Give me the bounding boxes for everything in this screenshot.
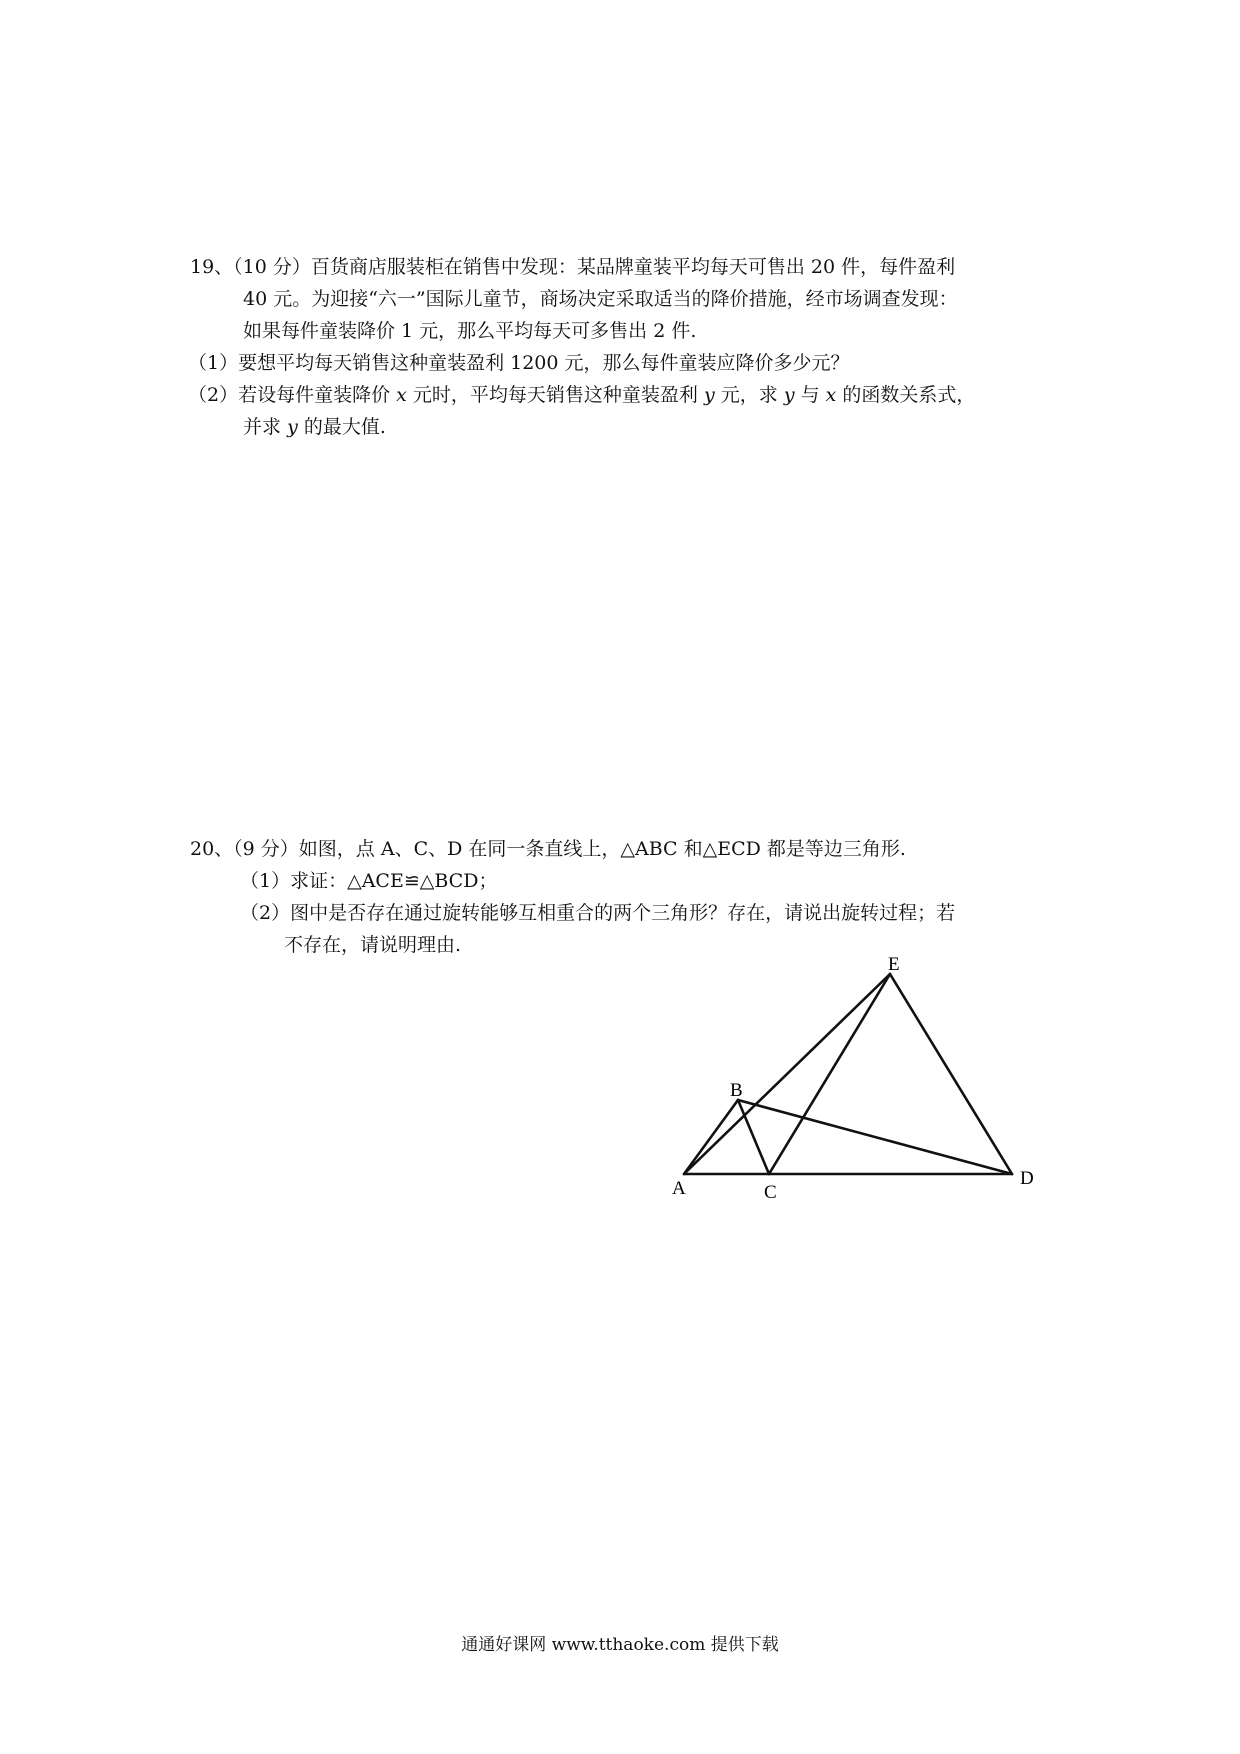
label-B: B bbox=[730, 1080, 743, 1101]
label-A: A bbox=[672, 1178, 686, 1199]
var-y: y bbox=[287, 416, 298, 438]
var-y: y bbox=[783, 384, 795, 406]
problem19-line3: 如果每件童装降价 1 元，那么平均每天可多售出 2 件. bbox=[243, 320, 697, 342]
label-E: E bbox=[888, 954, 900, 975]
problem20-question1: （1）求证：△ACE≌△BCD； bbox=[240, 870, 498, 892]
label-D: D bbox=[1020, 1168, 1034, 1189]
q2-text-d: 与 bbox=[800, 384, 820, 406]
segment-ED bbox=[890, 974, 1012, 1174]
segment-BD bbox=[738, 1100, 1012, 1174]
q2-text-a: （2）若设每件童装降价 bbox=[188, 384, 391, 406]
segment-AB bbox=[684, 1100, 738, 1174]
footer-credit: 通通好课网 www.tthaoke.com 提供下载 bbox=[461, 1635, 779, 1655]
problem20-line1: 20、（9 分）如图，点 A、C、D 在同一条直线上，△ABC 和△ECD 都是等边三角形. bbox=[190, 838, 906, 860]
var-y: y bbox=[703, 384, 715, 406]
problem20-question2-line2: 不存在，请说明理由. bbox=[284, 934, 462, 956]
var-x: x bbox=[825, 384, 837, 406]
q2-text-b: 元时，平均每天销售这种童装盈利 bbox=[412, 384, 698, 406]
q2-text-e: 的函数关系式， bbox=[842, 384, 976, 406]
q2-line2-text-b: 的最大值. bbox=[303, 416, 386, 438]
label-C: C bbox=[764, 1182, 777, 1203]
problem19-question1: （1）要想平均每天销售这种童装盈利 1200 元，那么每件童装应降价多少元？ bbox=[188, 352, 850, 374]
segment-BC bbox=[738, 1100, 769, 1174]
var-x: x bbox=[396, 384, 407, 406]
problem20-question2-line1: （2）图中是否存在通过旋转能够互相重合的两个三角形？存在，请说出旋转过程；若 bbox=[240, 902, 956, 924]
problem19-line2: 40 元。为迎接“六一”国际儿童节，商场决定采取适当的降价措施，经市场调查发现： bbox=[243, 288, 958, 310]
q2-text-c: 元，求 bbox=[720, 384, 778, 406]
q2-line2-text-a: 并求 bbox=[243, 416, 282, 438]
problem19-line1: 19、（10 分）百货商店服装柜在销售中发现：某品牌童装平均每天可售出 20 件，每件盈利 bbox=[190, 256, 956, 278]
